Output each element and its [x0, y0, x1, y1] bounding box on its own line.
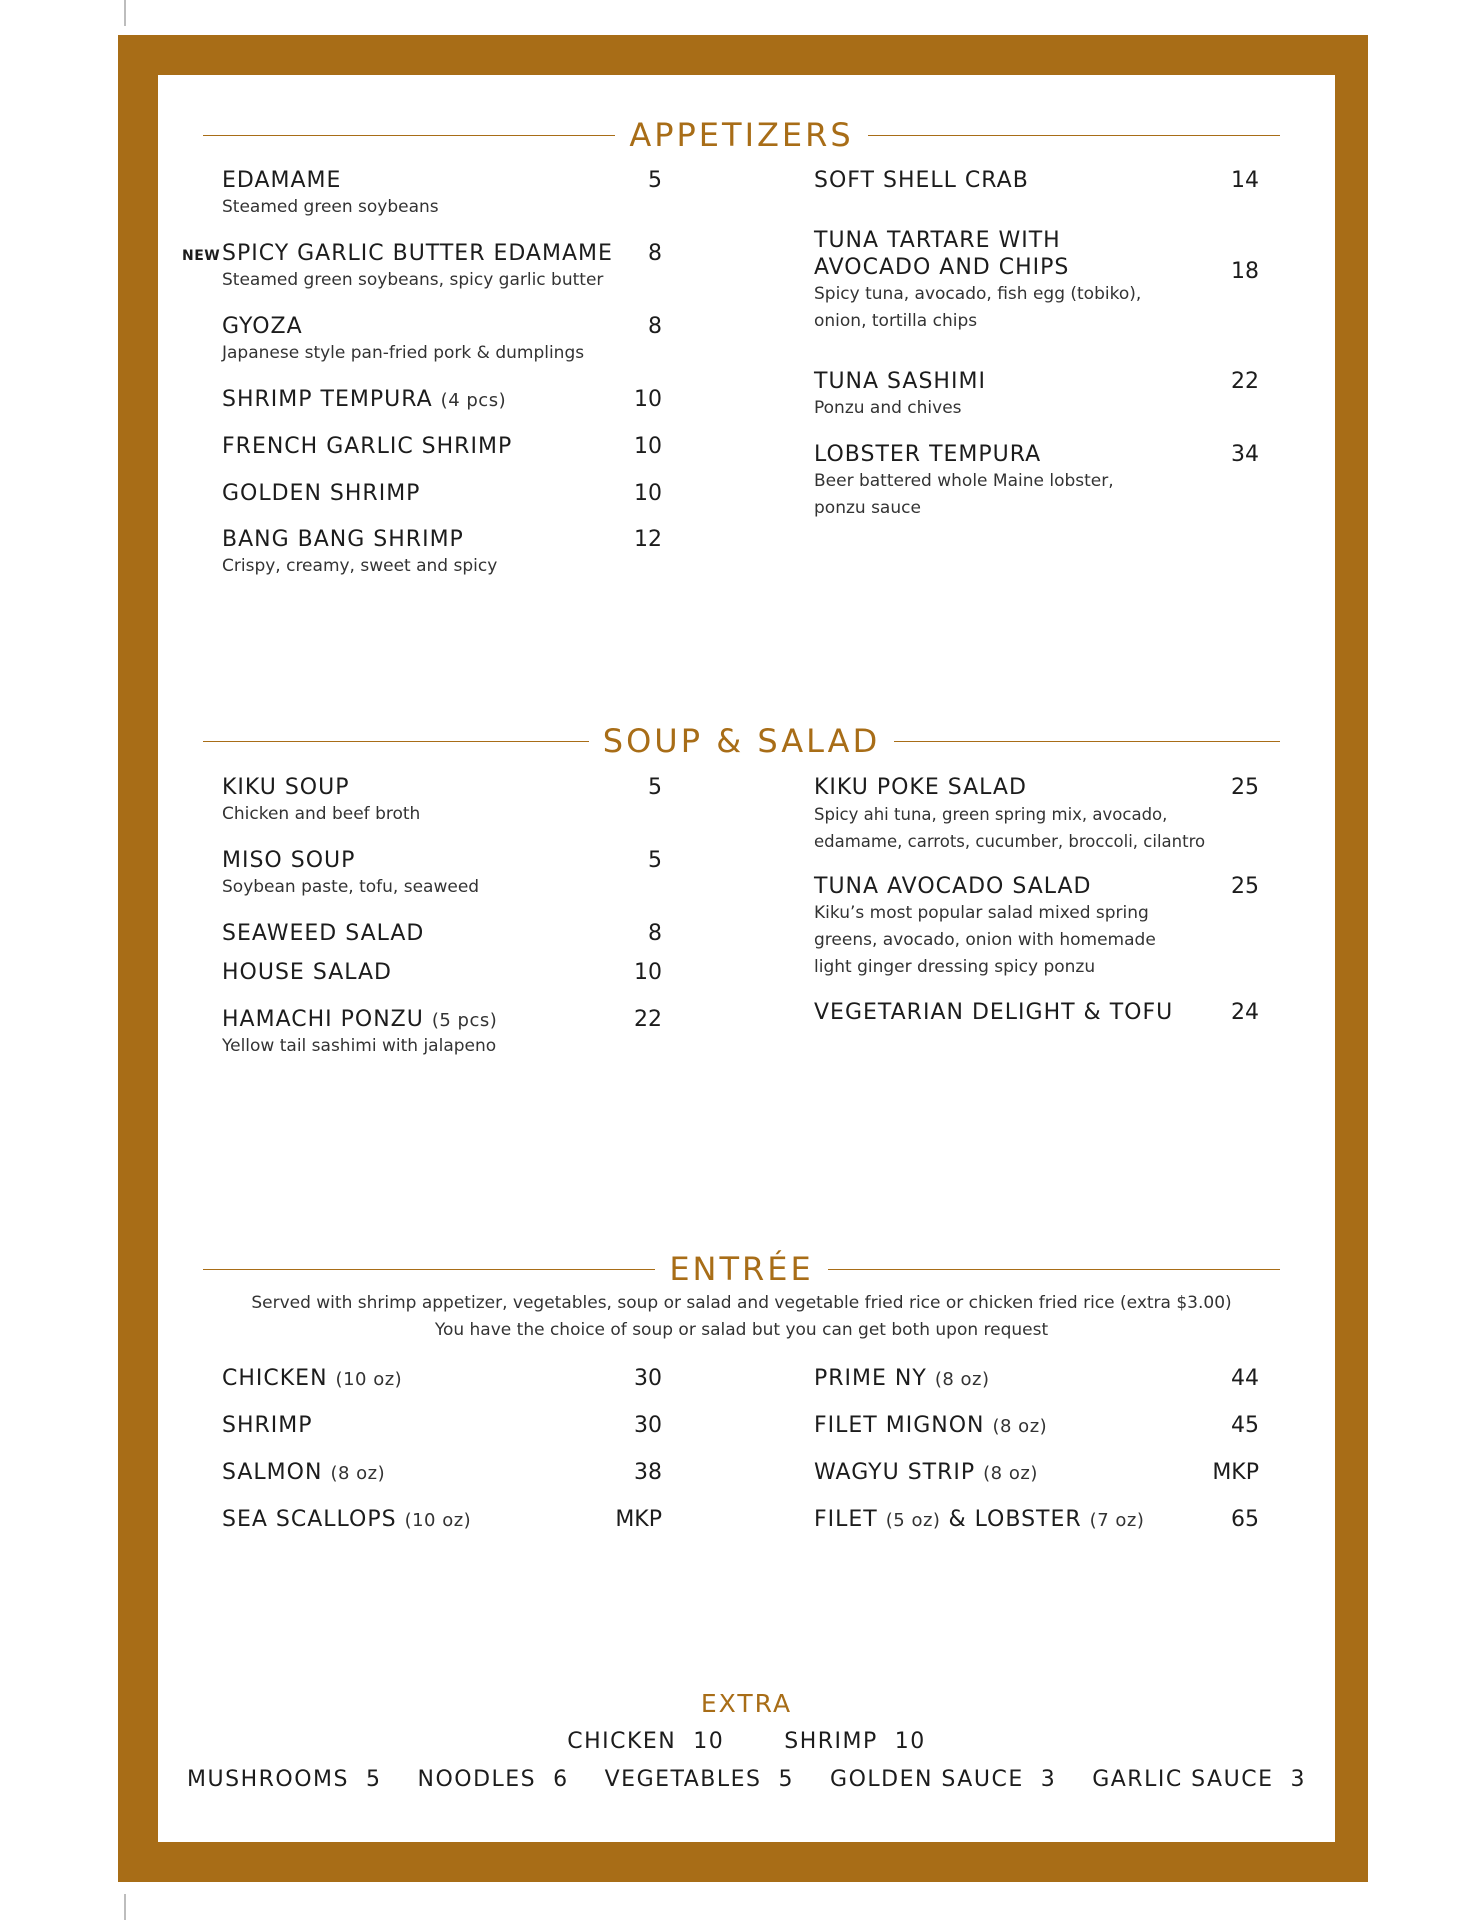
item-description: Chicken and beef broth — [222, 804, 421, 824]
menu-item — [814, 228, 1259, 335]
item-price: 30 — [634, 1413, 662, 1438]
item-portion: (8 oz) — [983, 1463, 1038, 1484]
item-name: GYOZA — [222, 314, 303, 339]
menu-item — [222, 1460, 662, 1485]
extra-item: GARLIC SAUCE 3 — [1092, 1767, 1306, 1792]
menu-item — [814, 874, 1259, 981]
item-name-text: HAMACHI PONZU — [222, 1007, 424, 1032]
crop-mark-bottom — [124, 1894, 126, 1920]
item-price: 25 — [1231, 874, 1259, 899]
item-name-text: SALMON — [222, 1460, 323, 1485]
item-price: 38 — [634, 1460, 662, 1485]
item-price: 22 — [1231, 369, 1259, 394]
item-price: 44 — [1231, 1366, 1259, 1391]
item-name-text: SHRIMP TEMPURA — [222, 387, 433, 412]
item-description: Soybean paste, tofu, seaweed — [222, 877, 480, 897]
item-price: 14 — [1231, 168, 1259, 193]
menu-item — [222, 387, 662, 412]
item-price: 22 — [634, 1007, 662, 1032]
item-description: Beer battered whole Maine lobster, ponzu sauce — [814, 471, 1114, 518]
item-name-text: PRIME NY — [814, 1366, 927, 1391]
menu-item — [222, 1007, 662, 1060]
entree-header — [203, 1249, 1280, 1289]
item-name: KIKU SOUP — [222, 775, 350, 800]
item-name: VEGETARIAN DELIGHT & TOFU — [814, 1000, 1174, 1025]
menu-item — [814, 1000, 1259, 1025]
entree-note-line2: You have the choice of soup or salad but you can get both upon request — [434, 1320, 1049, 1340]
item-price: 10 — [634, 960, 662, 985]
item-price: 5 — [648, 848, 662, 873]
item-name — [222, 1007, 662, 1032]
item-description: Spicy tuna, avocado, fish egg (tobiko), onion, tortilla chips — [814, 284, 1142, 331]
item-price: 45 — [1231, 1413, 1259, 1438]
item-name — [222, 387, 662, 412]
item-name — [222, 1460, 662, 1485]
item-portion: (10 oz) — [404, 1510, 472, 1531]
item-name — [814, 1366, 1259, 1391]
item-description: Ponzu and chives — [814, 398, 962, 418]
menu-item — [222, 314, 662, 367]
header-rule-left — [203, 135, 615, 136]
item-name: HOUSE SALAD — [222, 960, 392, 985]
appetizers-title: APPETIZERS — [629, 116, 854, 154]
extra-item: GOLDEN SAUCE 3 — [830, 1767, 1057, 1792]
menu-item — [814, 369, 1259, 422]
item-portion-2: (7 oz) — [1089, 1510, 1145, 1531]
item-name-text: FILET — [814, 1507, 878, 1532]
item-price: MKP — [615, 1507, 662, 1532]
item-name: MISO SOUP — [222, 848, 356, 873]
menu-item — [814, 775, 1259, 855]
item-portion: (8 oz) — [934, 1369, 990, 1390]
item-description: Yellow tail sashimi with jalapeno — [222, 1036, 497, 1056]
menu-item — [222, 434, 662, 459]
item-name-line1: TUNA TARTARE WITH — [814, 228, 1061, 253]
header-rule-right — [828, 1269, 1280, 1270]
item-name: SOFT SHELL CRAB — [814, 168, 1029, 193]
item-portion: (5 oz) — [885, 1510, 941, 1531]
item-name — [814, 1413, 1259, 1438]
menu-item — [222, 960, 662, 985]
menu-item — [222, 481, 662, 506]
item-price: 5 — [648, 775, 662, 800]
new-badge: NEW — [182, 248, 221, 264]
item-price: 8 — [648, 241, 662, 266]
item-description: Steamed green soybeans, spicy garlic butter — [222, 270, 604, 290]
item-description: Crispy, creamy, sweet and spicy — [222, 556, 498, 576]
item-price: 10 — [634, 481, 662, 506]
item-price: 10 — [634, 387, 662, 412]
item-name: FRENCH GARLIC SHRIMP — [222, 434, 513, 459]
item-portion: (4 pcs) — [440, 390, 507, 411]
item-price: 25 — [1231, 775, 1259, 800]
item-name: LOBSTER TEMPURA — [814, 442, 1042, 467]
item-price: 10 — [634, 434, 662, 459]
menu-item — [222, 1413, 662, 1438]
item-price: 8 — [648, 314, 662, 339]
menu-item — [814, 168, 1259, 193]
menu-item — [222, 1366, 662, 1391]
item-price: 5 — [648, 168, 662, 193]
item-price: 24 — [1231, 1000, 1259, 1025]
item-name-text: WAGYU STRIP — [814, 1460, 976, 1485]
item-name — [222, 1366, 662, 1391]
extra-item: SHRIMP 10 — [784, 1729, 926, 1754]
menu-item — [222, 848, 662, 901]
header-rule-left — [203, 1269, 655, 1270]
item-name: SHRIMP — [222, 1413, 313, 1438]
crop-mark-top — [124, 0, 126, 26]
item-price: MKP — [1212, 1460, 1259, 1485]
item-price: 12 — [634, 527, 662, 552]
item-name-text-2: & LOBSTER — [948, 1507, 1082, 1532]
menu-item — [222, 527, 662, 580]
entree-note — [203, 1290, 1280, 1344]
entree-note-line1: Served with shrimp appetizer, vegetables, soup or salad and vegetable fried rice or chicken fried rice (extra $3.00) — [251, 1293, 1232, 1313]
extra-row-2 — [158, 1767, 1335, 1792]
item-name: TUNA AVOCADO SALAD — [814, 874, 1092, 899]
header-rule-right — [894, 741, 1280, 742]
item-name: BANG BANG SHRIMP — [222, 527, 464, 552]
appetizers-header — [203, 115, 1280, 155]
item-description: Spicy ahi tuna, green spring mix, avocado, edamame, carrots, cucumber, broccoli, cilantro — [814, 805, 1206, 851]
soup-salad-title: SOUP & SALAD — [602, 722, 881, 760]
soup-salad-header — [203, 721, 1280, 761]
extra-item: VEGETABLES 5 — [604, 1767, 795, 1792]
item-name: GOLDEN SHRIMP — [222, 481, 421, 506]
item-price: 65 — [1231, 1507, 1259, 1532]
item-description: Japanese style pan-fried pork & dumplings — [222, 343, 585, 363]
extra-item: MUSHROOMS 5 — [187, 1767, 382, 1792]
menu-item — [814, 1413, 1259, 1438]
item-price: 34 — [1231, 442, 1259, 467]
item-portion: (5 pcs) — [431, 1010, 498, 1031]
menu-item — [814, 1460, 1259, 1485]
item-name: TUNA SASHIMI — [814, 369, 986, 394]
menu-item — [222, 1507, 662, 1532]
extra-item: NOODLES 6 — [417, 1767, 569, 1792]
extra-item: CHICKEN 10 — [567, 1729, 725, 1754]
item-name-line2: AVOCADO AND CHIPS — [814, 255, 1070, 280]
item-portion: (8 oz) — [992, 1416, 1048, 1437]
item-price: 8 — [648, 921, 662, 946]
menu-item — [814, 442, 1259, 522]
menu-page — [158, 75, 1335, 1842]
item-name-text: FILET MIGNON — [814, 1413, 985, 1438]
item-name: SPICY GARLIC BUTTER EDAMAME — [222, 241, 613, 266]
menu-item — [222, 775, 662, 828]
item-description: Steamed green soybeans — [222, 197, 439, 217]
item-name — [814, 1507, 1259, 1532]
item-name-text: SEA SCALLOPS — [222, 1507, 397, 1532]
entree-title: ENTRÉE — [669, 1250, 814, 1288]
header-rule-right — [868, 135, 1280, 136]
extra-title: EXTRA — [700, 1689, 793, 1718]
menu-item — [222, 921, 662, 946]
item-portion: (8 oz) — [330, 1463, 386, 1484]
menu-item — [814, 1366, 1259, 1391]
item-portion: (10 oz) — [335, 1369, 403, 1390]
item-price: 30 — [634, 1366, 662, 1391]
item-price: 18 — [1231, 259, 1259, 284]
item-name-text: CHICKEN — [222, 1366, 328, 1391]
header-rule-left — [203, 741, 589, 742]
item-name — [222, 1507, 662, 1532]
menu-item — [814, 1507, 1259, 1532]
item-name: KIKU POKE SALAD — [814, 775, 1027, 800]
item-name: EDAMAME — [222, 168, 342, 193]
item-name — [814, 1460, 1259, 1485]
menu-item — [222, 168, 662, 221]
extra-row-1 — [158, 1729, 1335, 1754]
item-description: Kiku’s most popular salad mixed spring greens, avocado, onion with homemade light ginger dressing spicy ponzu — [814, 903, 1156, 977]
item-name: SEAWEED SALAD — [222, 921, 425, 946]
menu-item — [222, 241, 662, 294]
